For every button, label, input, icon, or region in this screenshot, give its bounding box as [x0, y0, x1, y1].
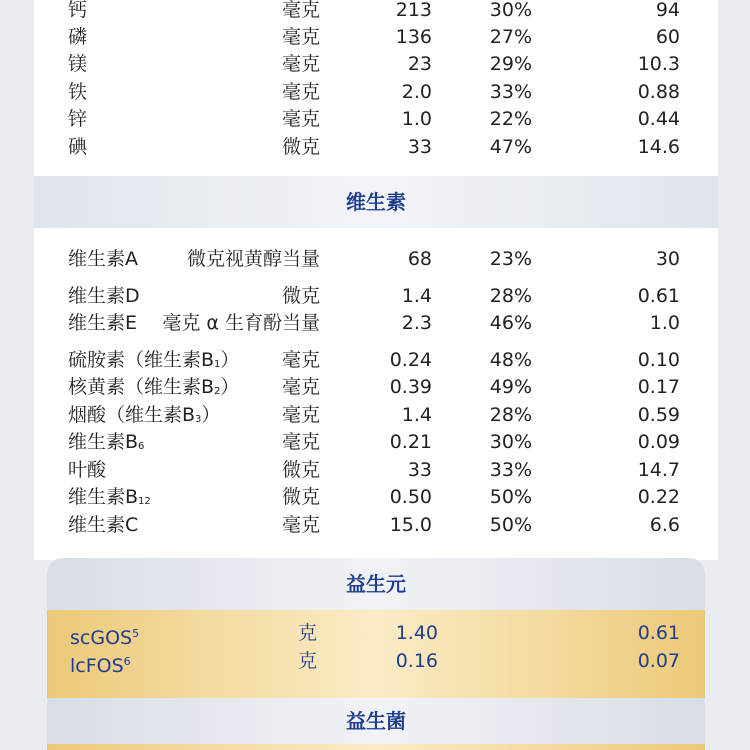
- section-header-prebiotics: 益生元: [346, 572, 406, 596]
- table-row: [34, 283, 718, 310]
- table-row: [34, 347, 718, 374]
- nutrient-name: 镁: [68, 53, 88, 75]
- nutrient-value: 15.0: [389, 514, 432, 536]
- nutrient-name: scGOS$^5$: [70, 627, 140, 649]
- nutrient-unit: 克: [298, 650, 318, 672]
- nutrient-value: 33: [407, 136, 432, 158]
- nutrient-name: 叶酸: [68, 459, 107, 481]
- nutrient-value: 1.4: [401, 404, 432, 426]
- nutrient-name: 维生素B12: [68, 486, 151, 508]
- table-row: [34, 51, 718, 78]
- nutrient-value-2: 0.44: [637, 108, 680, 130]
- nutrient-value: 0.21: [389, 431, 432, 453]
- table-row: [47, 648, 705, 675]
- table-row: [34, 79, 718, 106]
- nutrient-unit: 毫克: [281, 26, 320, 48]
- nutrient-percent: 29%: [489, 53, 532, 75]
- nutrient-value-2: 0.88: [637, 81, 680, 103]
- nutrient-value-2: 14.6: [637, 136, 680, 158]
- nutrient-value: 0.50: [389, 486, 432, 508]
- nutrient-unit: 毫克: [281, 81, 320, 103]
- table-row: [34, 246, 718, 273]
- section-header-vitamins: 维生素: [34, 176, 718, 228]
- nutrient-value-2: 0.10: [637, 349, 680, 371]
- nutrient-value: 213: [395, 0, 432, 21]
- table-row: [34, 24, 718, 51]
- nutrient-value-2: 0.09: [637, 431, 680, 453]
- nutrient-value: 1.40: [395, 622, 438, 644]
- nutrient-unit: 微克: [281, 486, 320, 508]
- nutrient-unit: 毫克: [281, 376, 320, 398]
- table-row: [34, 484, 718, 511]
- nutrient-value: 2.0: [401, 81, 432, 103]
- nutrient-unit: 毫克 α 生育酚当量: [162, 312, 320, 334]
- table-row: [34, 0, 718, 24]
- nutrient-unit: 毫克: [281, 404, 320, 426]
- nutrient-name: 烟酸（维生素B3）: [68, 404, 221, 426]
- table-row: [34, 402, 718, 429]
- table-row: [34, 310, 718, 337]
- nutrient-value-2: 60: [655, 26, 680, 48]
- nutrient-value-2: 6.6: [649, 514, 680, 536]
- nutrient-percent: 27%: [489, 26, 532, 48]
- nutrient-percent: 46%: [489, 312, 532, 334]
- table-row: [47, 620, 705, 647]
- nutrient-name: 维生素E: [68, 312, 138, 334]
- table-row: [34, 134, 718, 161]
- nutrient-value: 136: [395, 26, 432, 48]
- table-row: [34, 374, 718, 401]
- prebiotics-panel: [47, 558, 705, 698]
- nutrient-percent: 30%: [489, 431, 532, 453]
- nutrient-percent: 50%: [489, 514, 532, 536]
- nutrient-value: 68: [407, 248, 432, 270]
- nutrient-value: 1.4: [401, 285, 432, 307]
- nutrient-value: 0.39: [389, 376, 432, 398]
- nutrient-unit: 毫克: [281, 53, 320, 75]
- nutrient-percent: 50%: [489, 486, 532, 508]
- nutrient-unit: 微克: [281, 459, 320, 481]
- nutrient-name: 维生素C: [68, 514, 139, 536]
- nutrient-name: 硫胺素（维生素B1）: [68, 349, 240, 371]
- prebiotics-body: [47, 610, 705, 698]
- nutrient-name: lcFOS$^6$: [70, 655, 131, 677]
- nutrient-name: 磷: [68, 26, 88, 48]
- nutrient-percent: 33%: [489, 81, 532, 103]
- nutrient-value-2: 94: [655, 0, 680, 21]
- nutrient-name: 维生素D: [68, 285, 140, 307]
- table-row: [34, 429, 718, 456]
- nutrient-value-2: 14.7: [637, 459, 680, 481]
- nutrient-value-2: 30: [655, 248, 680, 270]
- nutrient-unit: 毫克: [281, 514, 320, 536]
- nutrient-percent: 33%: [489, 459, 532, 481]
- nutrient-name: 维生素B6: [68, 431, 145, 453]
- nutrient-percent: 28%: [489, 404, 532, 426]
- nutrient-value: 0.16: [395, 650, 438, 672]
- nutrition-table-card: [34, 0, 718, 560]
- nutrient-unit: 毫克: [281, 108, 320, 130]
- nutrient-unit: 微克: [281, 136, 320, 158]
- nutrient-percent: 49%: [489, 376, 532, 398]
- table-row: [34, 457, 718, 484]
- nutrient-percent: 28%: [489, 285, 532, 307]
- nutrient-value-2: 0.22: [637, 486, 680, 508]
- nutrient-value-2: 0.59: [637, 404, 680, 426]
- nutrient-percent: 23%: [489, 248, 532, 270]
- nutrient-percent: 48%: [489, 349, 532, 371]
- nutrient-value-2: 0.17: [637, 376, 680, 398]
- nutrient-name: 碘: [68, 136, 88, 158]
- nutrient-name: 锌: [68, 108, 88, 130]
- table-row: [34, 106, 718, 133]
- nutrient-value: 33: [407, 459, 432, 481]
- nutrient-value: 0.24: [389, 349, 432, 371]
- nutrient-unit: 毫克: [281, 431, 320, 453]
- nutrient-value: 23: [407, 53, 432, 75]
- probiotics-body: [47, 744, 705, 750]
- nutrient-unit: 毫克: [281, 0, 320, 21]
- nutrient-name: 铁: [68, 81, 88, 103]
- nutrient-value-2: 0.07: [637, 650, 680, 672]
- nutrient-value-2: 0.61: [637, 285, 680, 307]
- nutrient-value-2: 1.0: [649, 312, 680, 334]
- nutrient-percent: 22%: [489, 108, 532, 130]
- nutrient-value-2: 0.61: [637, 622, 680, 644]
- nutrient-percent: 47%: [489, 136, 532, 158]
- nutrient-unit: 微克: [281, 285, 320, 307]
- nutrient-value: 1.0: [401, 108, 432, 130]
- nutrient-value-2: 10.3: [637, 53, 680, 75]
- nutrient-unit: 克: [298, 622, 318, 644]
- nutrient-name: 维生素A: [68, 248, 138, 270]
- nutrient-name: 钙: [68, 0, 88, 21]
- nutrient-name: 核黄素（维生素B2）: [68, 376, 240, 398]
- nutrient-percent: 30%: [489, 0, 532, 21]
- nutrient-unit: 毫克: [281, 349, 320, 371]
- section-header-probiotics: 益生菌: [47, 698, 705, 750]
- table-row: [34, 512, 718, 539]
- nutrient-unit: 微克视黄醇当量: [186, 248, 320, 270]
- nutrient-value: 2.3: [401, 312, 432, 334]
